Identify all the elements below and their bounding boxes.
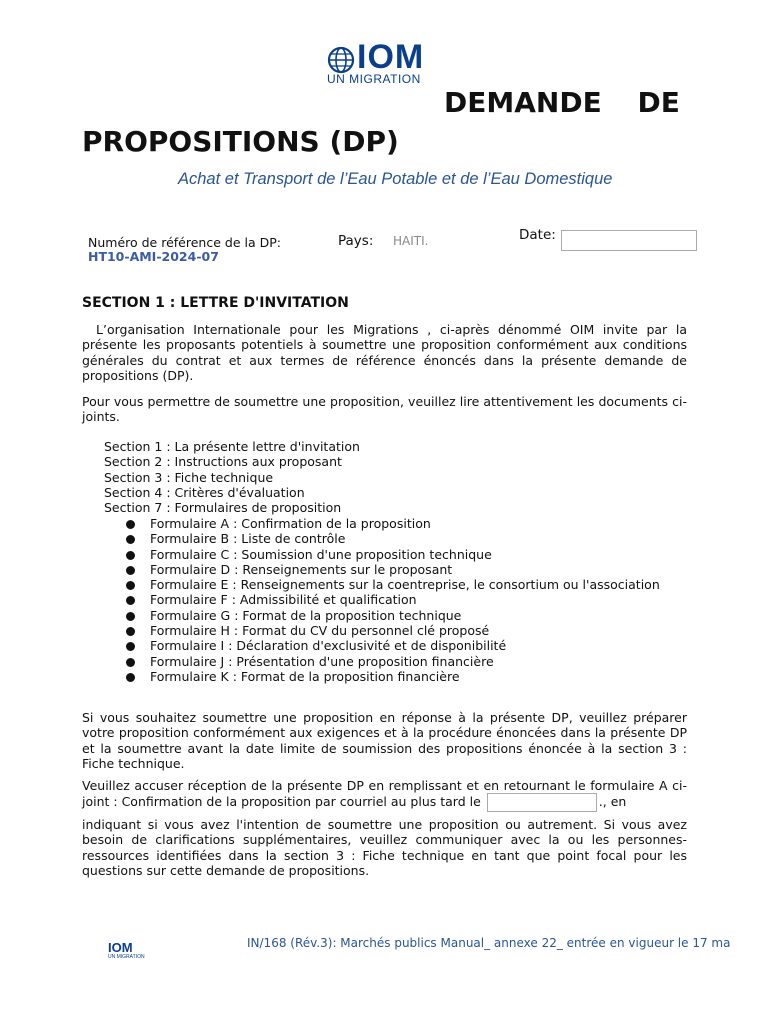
list-item [126, 654, 660, 669]
country-value: HAITI. [393, 234, 429, 248]
form-label: Formulaire D : Renseignements sur le proposant [150, 561, 453, 577]
bullet-icon [126, 566, 135, 575]
list-item [126, 516, 660, 531]
list-item [126, 577, 660, 592]
acknowledge-text-end: ., en [598, 794, 627, 810]
bullet-icon [126, 642, 135, 651]
date-label: Date: [519, 227, 556, 243]
list-item [126, 547, 660, 562]
section-heading: SECTION 1 : LETTRE D'INVITATION [82, 295, 349, 311]
list-item [126, 638, 660, 653]
sections-list [104, 439, 360, 515]
list-item: Section 3 : Fiche technique [104, 469, 274, 485]
bullet-icon [126, 627, 135, 636]
bullet-icon [126, 551, 135, 560]
document-title-line1: DEMANDE DE [444, 86, 680, 119]
logo-tagline: UN MIGRATION [327, 72, 421, 86]
form-label: Formulaire H : Format du CV du personnel clé proposé [150, 623, 490, 639]
bullet-icon [126, 520, 135, 529]
form-label: Formulaire K : Format de la proposition financière [150, 668, 460, 684]
form-label: Formulaire C : Soumission d'une proposition technique [150, 546, 492, 562]
list-item: Section 1 : La présente lettre d'invitation [104, 439, 360, 454]
document-title-line2: PROPOSITIONS (DP) [82, 125, 399, 158]
document-subtitle: Achat et Transport de l’Eau Potable et de l’Eau Domestique [178, 170, 613, 188]
list-item: Section 4 : Critères d'évaluation [104, 484, 305, 500]
submission-paragraph: Si vous souhaitez soumettre une proposition en réponse à la présente DP, veuillez préparer votre proposition conformément aux exigences et à la procédure énoncées dans la présente DP et la soumettre avant la date limite de soumission des propositions énoncée à la section 3 : Fiche technique. [82, 710, 687, 772]
list-item: Section 2 : Instructions aux proposant [104, 454, 342, 470]
deadline-date-field[interactable] [487, 793, 597, 812]
list-item [126, 669, 660, 684]
date-field[interactable] [561, 230, 697, 251]
bullet-icon [126, 596, 135, 605]
list-item [126, 623, 660, 638]
list-item: Section 7 : Formulaires de proposition [104, 500, 342, 516]
footer-logo: IOM [108, 940, 133, 955]
bullet-icon [126, 658, 135, 667]
form-label: Formulaire J : Présentation d'une proposition financière [150, 653, 494, 669]
list-item [126, 531, 660, 546]
list-item [126, 608, 660, 623]
form-label: Formulaire F : Admissibilité et qualification [150, 592, 417, 608]
bullet-icon [126, 535, 135, 544]
bullet-icon [126, 581, 135, 590]
reference-label: Numéro de référence de la DP: [88, 235, 281, 250]
footer-logo-tagline: UN MIGRATION [108, 954, 145, 960]
list-item [126, 592, 660, 607]
footer-text: IN/168 (Rév.3): Marchés publics Manual_ annexe 22_ entrée en vigueur le 17 ma [247, 936, 731, 950]
logo-name: IOM [357, 38, 425, 76]
form-label: Formulaire B : Liste de contrôle [150, 531, 346, 547]
form-label: Formulaire E : Renseignements sur la coentreprise, le consortium ou l'association [150, 577, 660, 593]
instructions-paragraph: Pour vous permettre de soumettre une proposition, veuillez lire attentivement les documents ci-joints. [82, 394, 687, 425]
globe-icon [327, 46, 355, 74]
country-label: Pays: [338, 233, 374, 249]
reference-value: HT10-AMI-2024-07 [88, 249, 219, 264]
clarification-paragraph: indiquant si vous avez l'intention de soumettre une proposition ou autrement. Si vous avez besoin de clarifications supplémentaires, veuillez communiquer avec la ou les personnes-ressources identifiées dans la section 3 : Fiche technique en tant que point focal pour les questions sur cette demande de propositions. [82, 817, 687, 879]
bullet-icon [126, 612, 135, 621]
acknowledge-text: Veuillez accuser réception de la présente DP en remplissant et en retournant le formulaire A ci-joint : Confirmation de la proposition par courriel au plus tard le [82, 778, 687, 810]
form-label: Formulaire I : Déclaration d'exclusivité et de disponibilité [150, 638, 507, 654]
list-item [126, 562, 660, 577]
acknowledge-paragraph [82, 778, 687, 812]
forms-list [126, 516, 660, 684]
bullet-icon [126, 673, 135, 682]
form-label: Formulaire A : Confirmation de la proposition [150, 516, 431, 531]
intro-paragraph: L’organisation Internationale pour les Migrations , ci-après dénommé OIM invite par la présente les proposants potentiels à soumettre une proposition conformément aux conditions générales du contrat et aux termes de référence énoncés dans la présente demande de propositions (DP). [82, 322, 687, 384]
form-label: Formulaire G : Format de la proposition technique [150, 607, 462, 623]
